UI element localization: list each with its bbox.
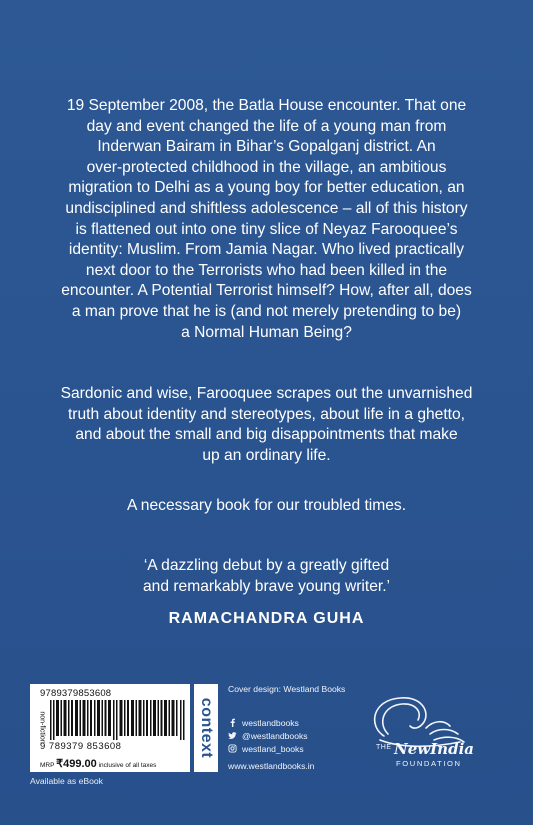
blurb-line: a man prove that he is (and not merely pretending to be) <box>71 302 462 320</box>
blurb-line: Sardonic and wise, Farooquee scrapes out the unvarnished <box>60 385 473 402</box>
blurb-line: identity: Muslim. From Jamia Nagar. Who lived practically <box>68 241 465 259</box>
twitter-handle: @westlandbooks <box>242 730 308 741</box>
blurb-line: encounter. A Potential Terrorist himself? How, after all, does <box>61 282 472 300</box>
price-line <box>40 757 156 770</box>
foundation-label: FOUNDATION <box>396 759 462 768</box>
blurb-line: up an ordinary life. <box>202 446 331 464</box>
barcode-image <box>50 700 186 740</box>
context-logo <box>194 684 218 772</box>
instagram-icon <box>228 744 237 753</box>
instagram-handle: westland_books <box>242 743 304 754</box>
blurb-line: and about the small and big disappointments that make <box>75 426 458 444</box>
tax-note: inclusive of all taxes <box>98 762 157 769</box>
foundation-the: THE <box>376 744 392 751</box>
blurb-paragraph-2 <box>36 384 497 466</box>
quote-line: ‘A dazzling debut by a greatly gifted <box>143 557 390 574</box>
endorsement-quote <box>36 556 497 597</box>
facebook-icon <box>228 718 237 727</box>
facebook-handle: westlandbooks <box>242 717 299 728</box>
twitter-icon <box>228 731 237 740</box>
mrp-label: MRP <box>40 762 55 769</box>
facebook-row <box>228 716 308 729</box>
instagram-row <box>228 742 308 755</box>
genre-label: non-fiction <box>38 711 46 744</box>
context-logo-text: context <box>198 697 215 759</box>
blurb-line: migration to Delhi as a young boy for better education, an <box>68 179 465 197</box>
blurb-line: truth about identity and stereotypes, about life in a ghetto, <box>67 405 466 423</box>
tagline: A necessary book for our troubled times. <box>126 497 407 514</box>
blurb-line: day and event changed the life of a young man from <box>86 117 447 135</box>
blurb-line: over-protected childhood in the village, an ambitious <box>86 158 447 176</box>
blurb-line: Inderwan Bairam in Bihar’s Gopalganj district. An <box>97 138 436 156</box>
ebook-note: Available as eBook <box>30 776 103 786</box>
isbn-bottom: 9 789379 853608 <box>40 741 122 752</box>
isbn-top: 9789379853608 <box>40 688 112 699</box>
foundation-name: NewIndia <box>394 740 474 758</box>
blurb-line: 19 September 2008, the Batla House encounter. That one <box>66 97 467 114</box>
price: ₹499.00 <box>56 758 97 770</box>
quote-line: and remarkably brave young writer.’ <box>142 577 391 595</box>
quote-author: RAMACHANDRA GUHA <box>168 610 365 627</box>
social-links <box>228 716 308 755</box>
blurb-line: undisciplined and shiftless adolescence – all of this history <box>65 199 468 217</box>
blurb-line: is flattened out into one tiny slice of Neyaz Farooquee’s <box>75 220 458 238</box>
twitter-row <box>228 729 308 742</box>
blurb-line: next door to the Terrorists who had been killed in the <box>85 261 448 279</box>
cover-design-credit: Cover design: Westland Books <box>228 684 346 694</box>
blurb-paragraph-1 <box>36 96 497 343</box>
blurb-line: a Normal Human Being? <box>181 323 352 341</box>
barcode-panel <box>30 684 190 772</box>
publisher-website: www.westlandbooks.in <box>228 761 315 771</box>
